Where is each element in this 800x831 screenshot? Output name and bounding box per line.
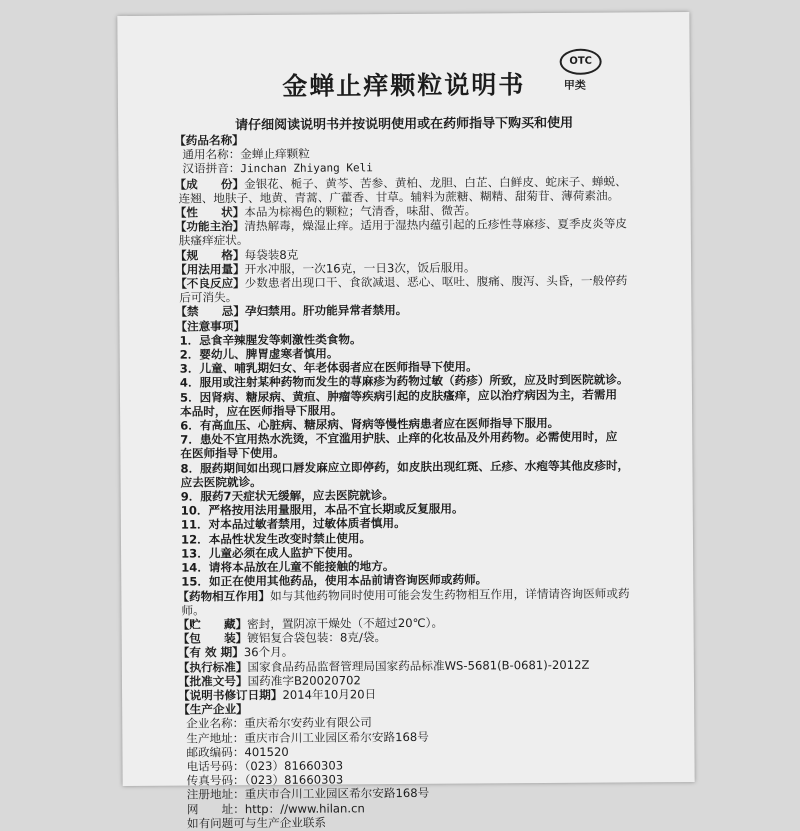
properties-label: 【性 状】 <box>174 205 245 220</box>
company-name-value: 重庆希尔安药业有限公司 <box>244 715 372 731</box>
adverse-label: 【不良反应】 <box>175 276 245 291</box>
spec-label: 【规 格】 <box>174 247 245 263</box>
package-value: 镀铝复合袋包装：8克/袋。 <box>247 630 387 646</box>
section-heading-precautions: 【注意事项】 <box>175 318 246 334</box>
production-address-value: 重庆市合川工业园区希尔安路168号 <box>244 729 429 745</box>
dosage-label: 【用法用量】 <box>175 261 245 277</box>
approval-value: 国药准字B20020702 <box>247 673 361 688</box>
standard-label: 【执行标准】 <box>177 659 248 675</box>
common-name-label: 通用名称： <box>182 147 241 162</box>
storage-label: 【贮 藏】 <box>177 617 248 632</box>
precaution-item: 11．对本品过敏者禁用，过敏体质者慎用。 <box>180 516 406 533</box>
precaution-item: 9．服药7天症状无缓解，应去医院就诊。 <box>180 488 394 504</box>
website-label: 网 址： <box>186 801 245 817</box>
leaflet-content <box>174 130 683 830</box>
indications-line-2: 肤瘙痒症状。 <box>178 233 249 249</box>
pinyin-value: Jinchan Zhiyang Keli <box>240 161 373 176</box>
precaution-item: 4．服用或注射某种药物而发生的荨麻疹为药物过敏（药疹）所致，应及时到医院就诊。 <box>179 372 629 391</box>
fax-label: 传真号码： <box>186 773 245 788</box>
interactions-line-1: 如与其他药物同时使用可能会发生药物相互作用，详情请咨询医师或药 <box>270 585 630 603</box>
revision-label: 【说明书修订日期】 <box>178 687 283 703</box>
precaution-item: 13．儿童必须在成人监护下使用。 <box>181 545 360 561</box>
website-value: http：//www.hilan.cn <box>244 800 365 816</box>
precaution-item-continued: 在医师指导下使用。 <box>180 446 285 462</box>
otc-badge: OTC <box>560 49 602 75</box>
precaution-item: 1．忌食辛辣腥发等刺激性类食物。 <box>179 332 362 348</box>
page-title: 金蝉止痒颗粒说明书 <box>282 70 526 101</box>
ingredients-line-1: 金银花、栀子、黄芩、苦参、黄柏、龙胆、白芷、白鲜皮、蛇床子、蝉蜕、 <box>244 174 627 191</box>
phone-label: 电话号码： <box>186 759 245 774</box>
ingredients-line-2: 连翘、地肤子、地黄、青蒿、广藿香、甘草。辅料为蔗糖、糊精、甜菊苷、薄荷素油。 <box>178 188 620 206</box>
standard-value: 国家食品药品监督管理局国家药品标准WS-5681(B-0681)-2012Z <box>247 657 590 674</box>
validity-value: 36个月。 <box>243 645 294 660</box>
section-heading-manufacturer: 【生产企业】 <box>178 702 248 717</box>
spec-value: 每袋装8克 <box>244 247 299 262</box>
contraindications-value: 孕妇禁用。肝功能异常者禁用。 <box>244 303 408 319</box>
indications-line-1: 清热解毒，燥湿止痒。适用于湿热内蕴引起的丘疹性荨麻疹、夏季皮炎等皮 <box>244 216 628 234</box>
precaution-item-continued: 本品时，应在医师指导下服用。 <box>180 403 343 419</box>
precaution-item: 10．严格按用法用量服用，本品不宜长期或反复服用。 <box>180 501 464 518</box>
leaflet-sheet <box>117 12 694 831</box>
precaution-item: 7．患处不宜用热水洗烫，不宜滥用护肤、止痒的化妆品及外用药物。必需使用时，应 <box>180 429 618 447</box>
properties-value: 本品为棕褐色的颗粒；气清香，味甜、微苦。 <box>244 203 477 220</box>
precaution-item: 8．服药期间如出现口唇发麻应立即停药，如皮肤出现红斑、丘疹、水疱等其他皮疹时， <box>180 458 630 476</box>
adverse-line-2: 后可消失。 <box>179 290 238 305</box>
precaution-item: 3．儿童、哺乳期妇女、年老体弱者应在医师指导下使用。 <box>179 359 478 376</box>
precaution-item: 2．婴幼儿、脾胃虚寒者慎用。 <box>179 346 339 362</box>
dosage-value: 开水冲服，一次16克，一日3次，饭后服用。 <box>244 260 476 276</box>
page-subtitle: 请仔细阅读说明书并按说明使用或在药师指导下购买和使用 <box>235 115 574 134</box>
precaution-item-continued: 应去医院就诊。 <box>180 474 262 490</box>
company-name-label: 企业名称： <box>186 716 245 731</box>
indications-label: 【功能主治】 <box>174 219 245 234</box>
interactions-label: 【药物相互作用】 <box>177 588 271 604</box>
precaution-item: 15．如正在使用其他药品，使用本品前请咨询医师或药师。 <box>181 572 488 589</box>
adverse-line-1: 少数患者出现口干、食欲减退、恶心、呕吐、腹痛、腹泻、头昏，一般停药 <box>244 273 628 291</box>
contact-note: 如有问题可与生产企业联系 <box>186 815 327 831</box>
fax-value: （023）81660303 <box>244 772 344 788</box>
interactions-line-2: 师。 <box>181 603 205 618</box>
pinyin-label: 汉语拼音： <box>182 161 241 176</box>
registered-address-label: 注册地址： <box>186 787 245 802</box>
phone-value: （023）81660303 <box>244 758 344 774</box>
precaution-item: 6．有高血压、心脏病、糖尿病、肾病等慢性病患者应在医师指导下服用。 <box>180 415 560 433</box>
precaution-item: 12．本品性状发生改变时禁止使用。 <box>180 530 372 547</box>
common-name-value: 金蝉止痒颗粒 <box>240 146 310 162</box>
postcode-value: 401520 <box>244 744 289 759</box>
validity-label: 【有 效 期】 <box>177 645 244 660</box>
registered-address-value: 重庆市合川工业园区希尔安路168号 <box>244 786 430 802</box>
contraindications-label: 【禁 忌】 <box>175 304 246 320</box>
ingredients-label: 【成 份】 <box>174 176 245 192</box>
approval-label: 【批准文号】 <box>177 673 248 689</box>
precaution-item: 5．因肾病、糖尿病、黄疸、肿瘤等疾病引起的皮肤瘙痒，应以治疗病因为主，若需用 <box>179 387 618 405</box>
storage-value: 密封，置阴凉干燥处（不超过20℃）。 <box>247 615 444 632</box>
otc-class-label: 甲类 <box>563 78 586 92</box>
production-address-label: 生产地址： <box>186 730 245 746</box>
revision-value: 2014年10月20日 <box>282 687 377 702</box>
precaution-item: 14．请将本品放在儿童不能接触的地方。 <box>181 559 395 575</box>
package-label: 【包 装】 <box>177 631 248 646</box>
postcode-label: 邮政编码： <box>186 744 245 760</box>
section-heading-drug-name: 【药品名称】 <box>174 133 244 148</box>
